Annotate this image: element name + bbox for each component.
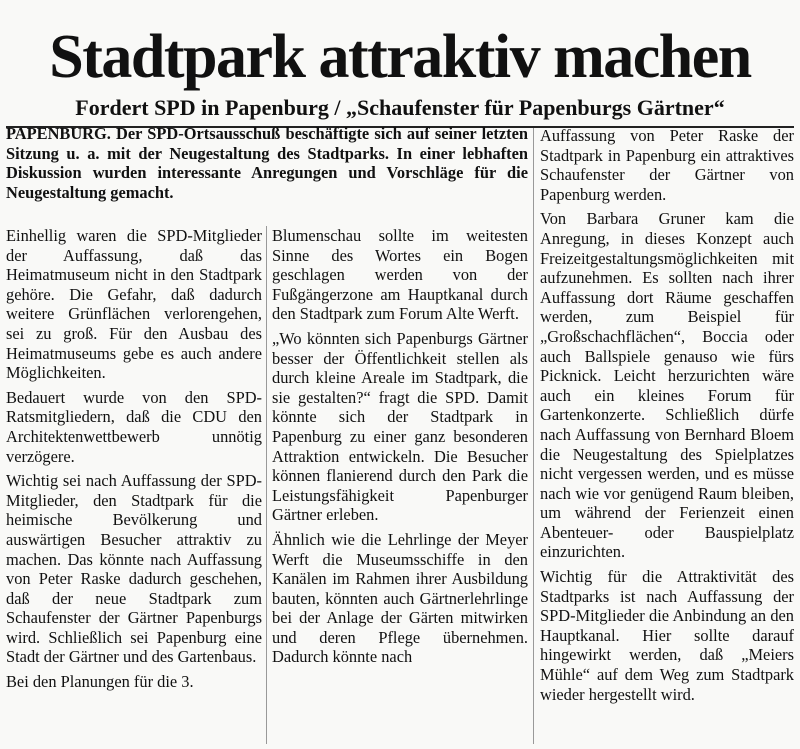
lead-column bbox=[6, 124, 528, 216]
column-divider bbox=[266, 226, 267, 744]
column-divider bbox=[533, 128, 534, 744]
paragraph: Bedauert wurde von den SPD-Ratsmitgliedern, daß die CDU den Architektenwettbewerb unnötig verzögere. bbox=[6, 387, 262, 466]
column-1 bbox=[6, 226, 262, 697]
paragraph: Ähnlich wie die Lehrlinge der Meyer Werft die Museumsschiffe in den Kanälen im Rahmen ihrer Ausbildung bauten, könnten auch Gärtnerlehrlinge bei der Anlage der Gärten mitwirken und deren Pflege übernehmen. Dadurch könnte nach bbox=[272, 529, 528, 667]
column-2 bbox=[272, 226, 528, 672]
paragraph: Einhellig waren die SPD-Mitglieder der Auffassung, daß das Heimatmuseum nicht in den Stadtpark gehöre. Die Gefahr, daß dadurch weitere Grünflächen verlorengehen, sei zu groß. Für den Ausbau des Heimatmuseums gebe es auch andere Möglichkeiten. bbox=[6, 226, 262, 383]
column-3 bbox=[540, 126, 794, 709]
paragraph: Von Barbara Gruner kam die Anregung, in dieses Konzept auch Freizeitgestaltungsmöglichkeiten mit aufzunehmen. Es sollten nach ihrer Auffassung dort Räume geschaffen werden, zum Beispiel für „Großschachflächen“, Boccia oder auch Ballspiele genauso wie fürs Picknick. Leicht herzurichten wäre auch ein kleines Forum für Gartenkonzerte. Schließlich dürfe nach Auffassung von Bernhard Bloem die Neugestaltung des Spielplatzes nicht vergessen werden, und es müsse nach wie vor genügend Raum bleiben, um während der Ferienzeit einen Abenteuer- oder Bauspielplatz einzurichten. bbox=[540, 209, 794, 562]
paragraph: Wichtig sei nach Auffassung der SPD-Mitglieder, den Stadtpark für die heimische Bevölkerung und auswärtigen Besucher attraktiv zu machen. Das könnte nach Auffassung von Peter Raske dadurch geschehen, daß der neue Stadtpark zum Schaufenster der Gärtner Papenburgs wird. Schließlich sei Papenburg eine Stadt der Gärtner und des Gartenbaus. bbox=[6, 471, 262, 667]
headline: Stadtpark attraktiv machen bbox=[49, 23, 751, 91]
paragraph: Bei den Planungen für die 3. bbox=[6, 672, 194, 692]
paragraph: „Wo könnten sich Papenburgs Gärtner besser der Öffentlichkeit stellen als durch kleine Areale im Stadtpark, die sie gestalten?“ fragt die SPD. Damit könnte sich der Stadtpark in Papenburg zu einer ganz besonderen Attraktion entwickeln. Die Besucher können flanierend durch den Park die Leistungsfähigkeit Papenburger Gärtner erleben. bbox=[272, 328, 528, 525]
subheadline: Fordert SPD in Papenburg / „Schaufenster für Papenburgs Gärtner“ bbox=[75, 95, 725, 120]
lead-paragraph: PAPENBURG. Der SPD-Ortsausschuß beschäftigte sich auf seiner letzten Sitzung u. a. mit der Neugestaltung des Stadtparks. In einer lebhaften Diskussion wurden interessante Anregungen und Vorschläge für die Neugestaltung gemacht. bbox=[6, 124, 528, 202]
paragraph: Auffassung von Peter Raske der Stadtpark in Papenburg ein attraktives Schaufenster der Gärtner von Papenburg werden. bbox=[540, 126, 794, 204]
paragraph: Wichtig für die Attraktivität des Stadtparks ist nach Auffassung der SPD-Mitglieder die Anbindung an den Hauptkanal. Hier sollte darauf hingewirkt werden, daß „Meiers Mühle“ auf dem Weg zum Stadtpark wieder hergestellt wird. bbox=[540, 567, 794, 704]
paragraph: Blumenschau sollte im weitesten Sinne des Wortes ein Bogen geschlagen werden von der Fußgängerzone am Hauptkanal durch den Stadtpark zum Forum Alte Werft. bbox=[272, 226, 528, 324]
